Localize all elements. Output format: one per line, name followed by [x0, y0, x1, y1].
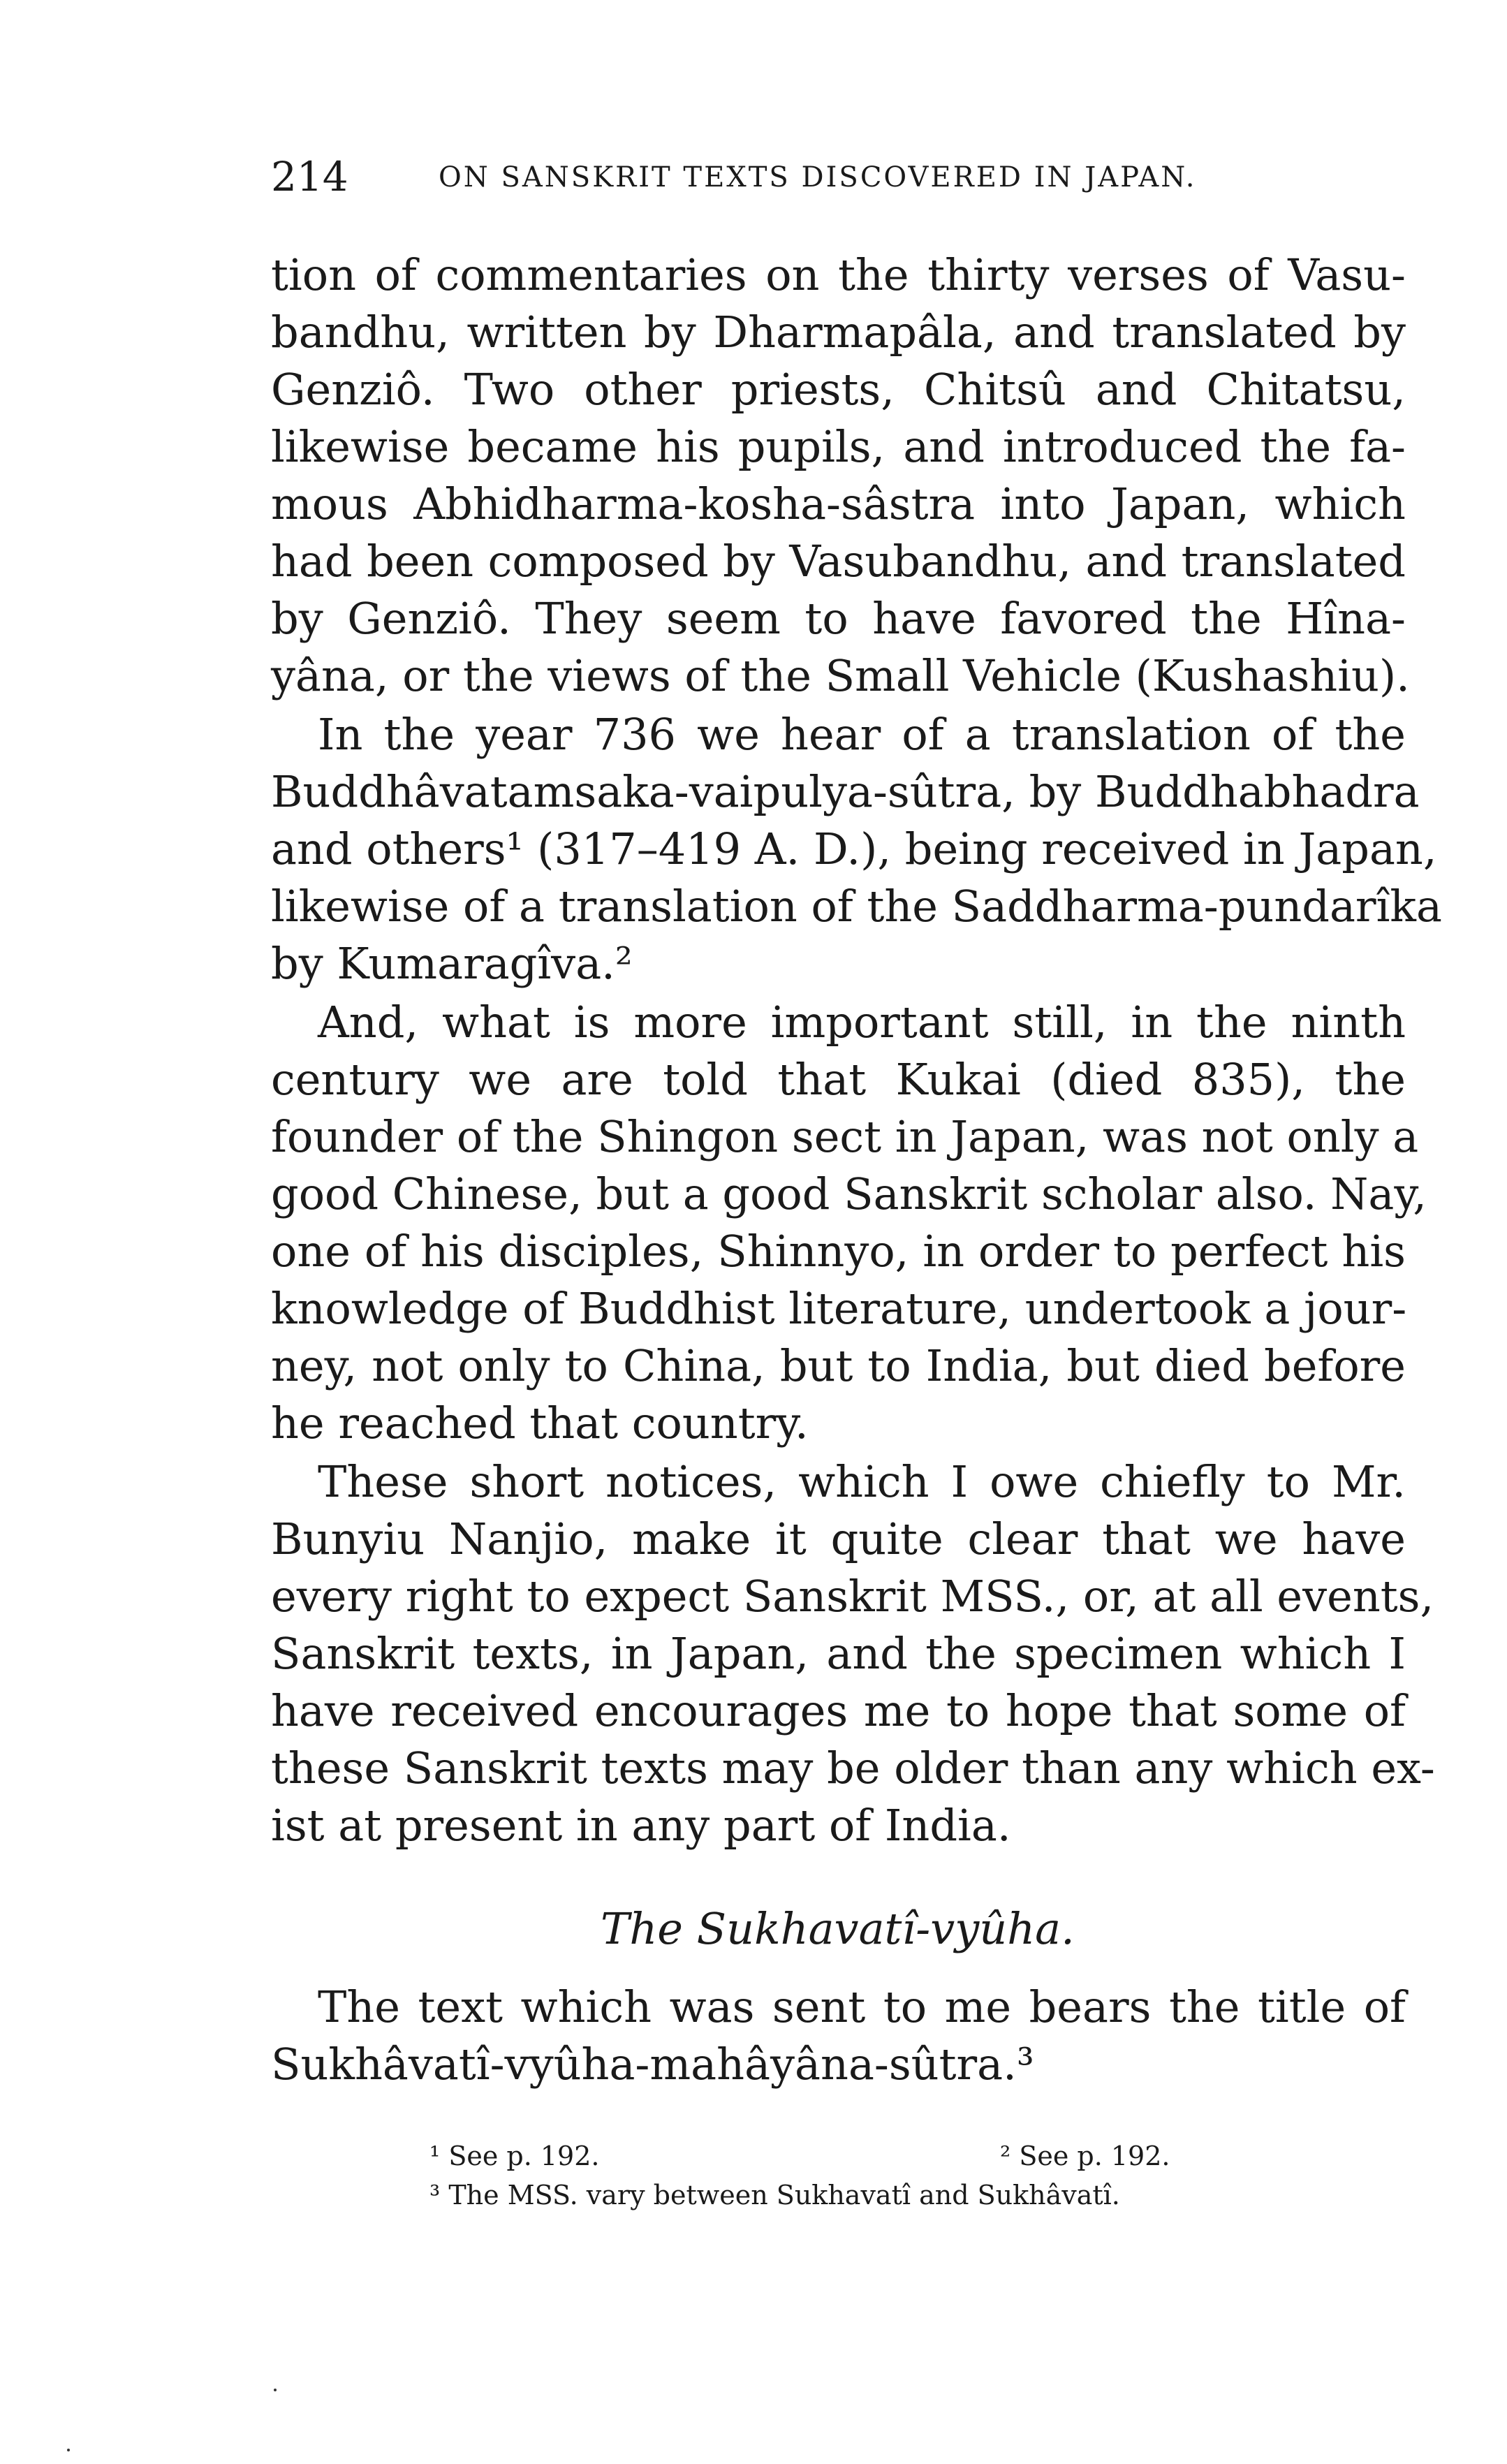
- body-line: these Sanskrit texts may be older than any which ex-: [271, 1743, 1435, 1794]
- body-line: good Chinese, but a good Sanskrit scholar also. Nay,: [271, 1168, 1427, 1219]
- body-line: These short notices, which I owe chiefly to Mr.: [318, 1456, 1406, 1507]
- body-line: And, what is more important still, in the ninth: [318, 997, 1406, 1048]
- body-line: ney, not only to China, but to India, but died before: [271, 1340, 1406, 1391]
- body-line: have received encourages me to hope that some of: [271, 1685, 1406, 1736]
- scan-speck: [274, 2389, 277, 2391]
- body-line: by Kumaragîva.²: [271, 938, 633, 989]
- body-line: yâna, or the views of the Small Vehicle (Kushashiu).: [271, 650, 1410, 701]
- body-line: he reached that country.: [271, 1398, 809, 1449]
- body-line: likewise became his pupils, and introduced the fa-: [271, 421, 1406, 472]
- footnote-1: ¹ See p. 192.: [429, 2141, 600, 2171]
- body-line: The text which was sent to me bears the title of: [318, 1981, 1406, 2032]
- body-line: one of his disciples, Shinnyo, in order to perfect his: [271, 1226, 1406, 1277]
- body-line: Genziô. Two other priests, Chitsû and Chitatsu,: [271, 364, 1406, 415]
- footnote-3: ³ The MSS. vary between Sukhavatî and Sukhâvatî.: [429, 2180, 1120, 2210]
- body-line: ist at present in any part of India.: [271, 1800, 1011, 1851]
- body-line: tion of commentaries on the thirty verses of Vasu-: [271, 249, 1406, 300]
- body-line: century we are told that Kukai (died 835), the: [271, 1054, 1406, 1105]
- body-line: every right to expect Sanskrit MSS., or, at all events,: [271, 1571, 1434, 1622]
- body-line: bandhu, written by Dharmapâla, and translated by: [271, 307, 1406, 358]
- body-line: Sanskrit texts, in Japan, and the specimen which I: [271, 1628, 1406, 1679]
- section-heading: The Sukhavatî-vyûha.: [601, 1903, 1075, 1954]
- page-header: [271, 152, 1406, 201]
- scan-speck: [67, 2449, 70, 2451]
- body-line: Buddhâvatamsaka-vaipulya-sûtra, by Buddhabhadra: [271, 766, 1420, 817]
- body-line: by Genziô. They seem to have favored the Hîna-: [271, 593, 1406, 644]
- body-line: Sukhâvatî-vyûha-mahâyâna-sûtra.³: [271, 2039, 1034, 2090]
- body-line: and others¹ (317–419 A. D.), being received in Japan,: [271, 823, 1437, 874]
- body-line: had been composed by Vasubandhu, and translated: [271, 536, 1406, 587]
- footnote-2: ² See p. 192.: [1000, 2141, 1170, 2171]
- page-number: 214: [271, 153, 348, 200]
- body-line: knowledge of Buddhist literature, undertook a jour-: [271, 1283, 1407, 1334]
- body-line: mous Abhidharma-kosha-sâstra into Japan, which: [271, 478, 1406, 529]
- body-line: founder of the Shingon sect in Japan, was not only a: [271, 1111, 1419, 1162]
- running-title: ON SANSKRIT TEXTS DISCOVERED IN JAPAN.: [439, 161, 1197, 193]
- body-line: In the year 736 we hear of a translation of the: [318, 709, 1406, 760]
- body-line: Bunyiu Nanjio, make it quite clear that we have: [271, 1513, 1406, 1564]
- body-line: likewise of a translation of the Saddharma-pundarîka: [271, 881, 1442, 932]
